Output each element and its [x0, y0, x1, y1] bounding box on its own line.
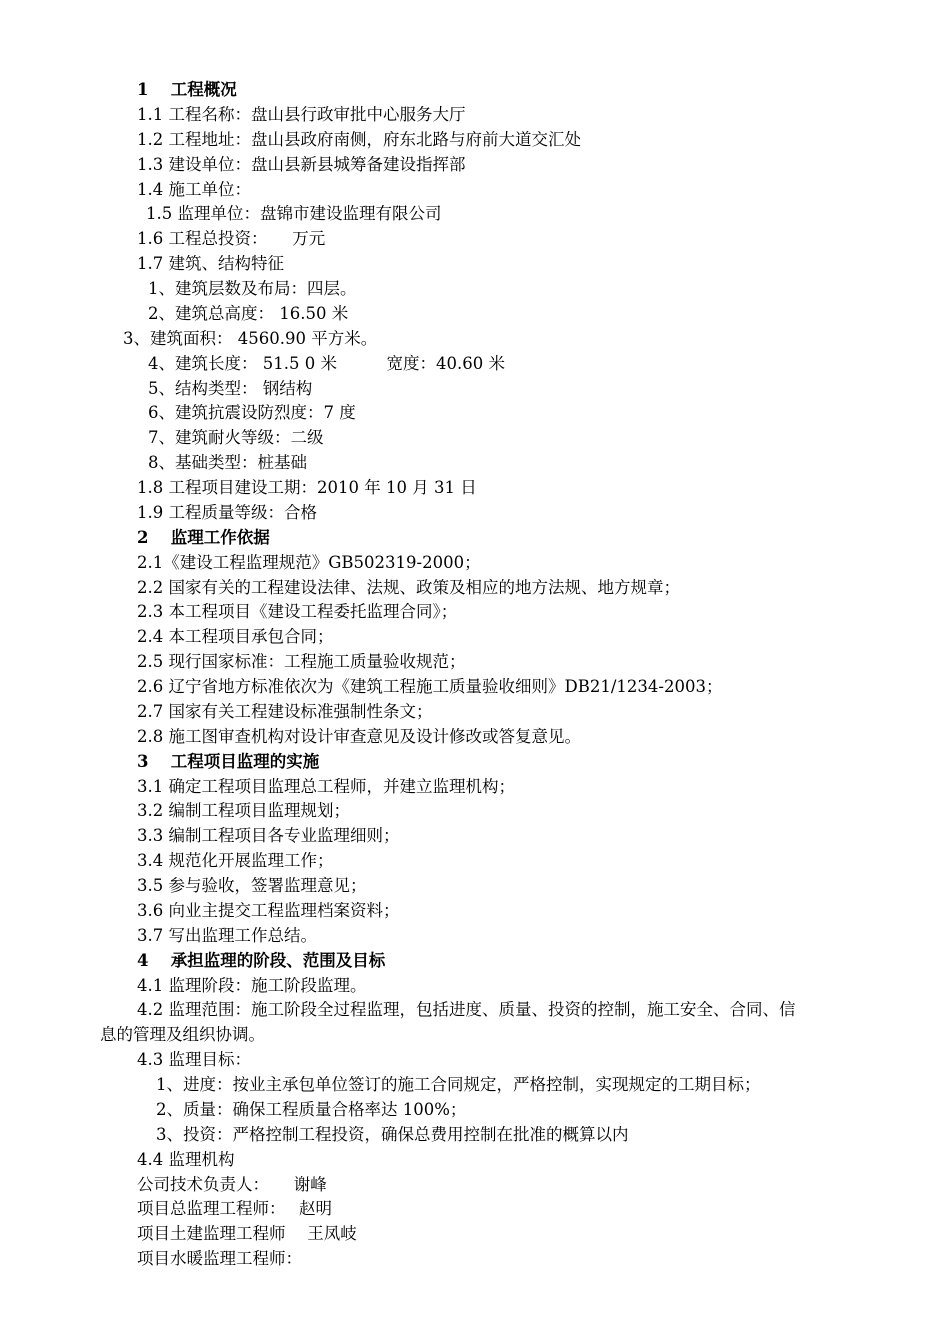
- text-line: 3.6 向业主提交工程监理档案资料；: [137, 901, 400, 920]
- text-line: 3、建筑面积： 4560.90 平方米。: [123, 329, 378, 348]
- text-line: 3.3 编制工程项目各专业监理细则；: [137, 826, 400, 845]
- text-line: 2、建筑总高度： 16.50 米: [148, 304, 349, 323]
- text-line: 1.8 工程项目建设工期：2010 年 10 月 31 日: [137, 478, 477, 497]
- text-line: 项目水暖监理工程师：: [137, 1249, 302, 1268]
- text-line: 1.9 工程质量等级：合格: [137, 503, 317, 522]
- text-line: 4.4 监理机构: [137, 1150, 235, 1169]
- text-line: 2.6 辽宁省地方标准依次为《建筑工程施工质量验收细则》DB21/1234-2003；: [137, 677, 723, 696]
- text-line: 息的管理及组织协调。: [100, 1025, 265, 1044]
- text-line: 2.3 本工程项目《建设工程委托监理合同》；: [137, 602, 458, 621]
- text-line: 1.2 工程地址：盘山县政府南侧，府东北路与府前大道交汇处: [137, 130, 581, 149]
- text-line: 2.1《建设工程监理规范》GB502319-2000；: [137, 553, 481, 572]
- text-line: 3、投资：严格控制工程投资，确保总费用控制在批准的概算以内: [156, 1125, 629, 1144]
- text-line: 3.2 编制工程项目监理规划；: [137, 801, 350, 820]
- section-heading-2: 2 监理工作依据: [137, 528, 270, 547]
- text-line: 1.7 建筑、结构特征: [137, 254, 284, 273]
- section-heading-1: 1 工程概况: [137, 80, 237, 99]
- text-line: 2.4 本工程项目承包合同；: [137, 627, 334, 646]
- text-line: 5、结构类型： 钢结构: [148, 379, 313, 398]
- text-line: 1.1 工程名称：盘山县行政审批中心服务大厅: [137, 105, 466, 124]
- text-line: 2、质量：确保工程质量合格率达 100%；: [156, 1100, 467, 1119]
- text-line: 8、基础类型：桩基础: [148, 453, 307, 472]
- text-line: 2.8 施工图审查机构对设计审查意见及设计修改或答复意见。: [137, 727, 581, 746]
- section-heading-4: 4 承担监理的阶段、范围及目标: [137, 951, 386, 970]
- text-line: 2.2 国家有关的工程建设法律、法规、政策及相应的地方法规、地方规章；: [137, 578, 680, 597]
- text-line: 7、建筑耐火等级：二级: [148, 428, 324, 447]
- text-line: 1、进度：按业主承包单位签订的施工合同规定，严格控制，实现规定的工期目标；: [156, 1075, 761, 1094]
- text-line: 项目土建监理工程师 王凤岐: [137, 1224, 357, 1243]
- text-line: 6、建筑抗震设防烈度：7 度: [148, 403, 356, 422]
- text-line: 3.1 确定工程项目监理总工程师，并建立监理机构；: [137, 777, 515, 796]
- text-line: 4.3 监理目标：: [137, 1050, 251, 1069]
- section-heading-3: 3 工程项目监理的实施: [137, 752, 320, 771]
- text-line: 公司技术负责人： 谢峰: [137, 1175, 327, 1194]
- text-line: 3.5 参与验收，签署监理意见；: [137, 876, 367, 895]
- text-line: 3.4 规范化开展监理工作；: [137, 851, 334, 870]
- text-line: 4.2 监理范围：施工阶段全过程监理，包括进度、质量、投资的控制，施工安全、合同、信: [137, 1000, 796, 1019]
- text-line: 1.6 工程总投资： 万元: [137, 229, 326, 248]
- text-line: 1.3 建设单位：盘山县新县城筹备建设指挥部: [137, 155, 466, 174]
- text-line: 1.4 施工单位：: [137, 180, 251, 199]
- text-line: 4.1 监理阶段：施工阶段监理。: [137, 976, 367, 995]
- text-line: 4、建筑长度： 51.5 0 米 宽度：40.60 米: [148, 354, 505, 373]
- text-line: 1、建筑层数及布局：四层。: [148, 279, 357, 298]
- text-line: 项目总监理工程师： 赵明: [137, 1199, 332, 1218]
- text-line: 2.7 国家有关工程建设标准强制性条文；: [137, 702, 433, 721]
- text-line: 1.5 监理单位：盘锦市建设监理有限公司: [146, 204, 442, 223]
- text-line: 3.7 写出监理工作总结。: [137, 926, 317, 945]
- text-line: 2.5 现行国家标准：工程施工质量验收规范；: [137, 652, 466, 671]
